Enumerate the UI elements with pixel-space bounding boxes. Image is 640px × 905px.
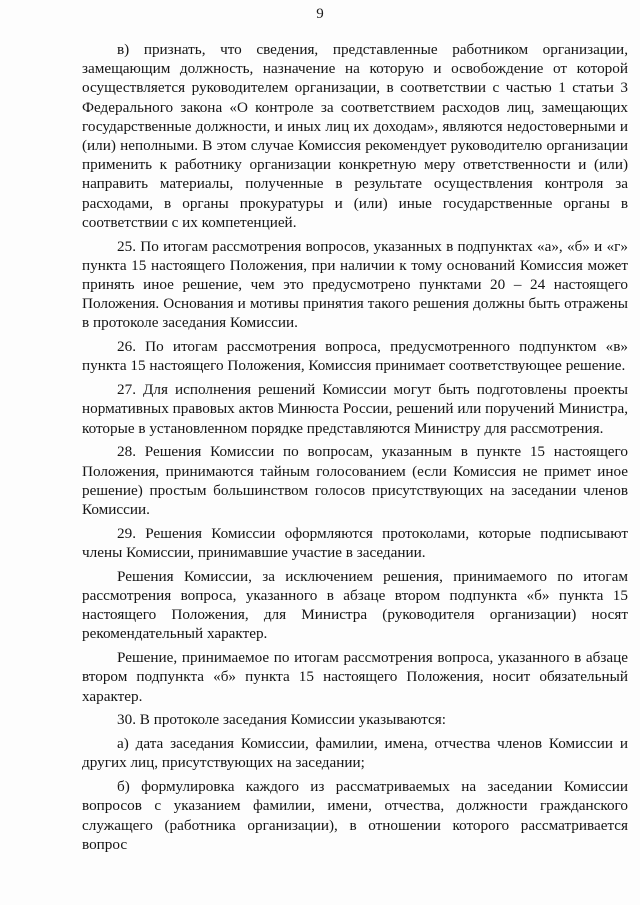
paragraph-24-v: в) признать, что сведения, представленные работником организации, замещающим должность, назначение на которую и освобождение от которой осуществляется руководителем организации, в соответствии с частью 1 статьи 3 Федерального закона «О контроле за соответствием расходов лиц, замещающих государственные должности, и иных лиц их доходам», являются недостоверными и (или) неполными. В этом случае Комиссия рекомендует руководителю организации применить к работнику организации конкретную меру ответственности и (или) направить материалы, полученные в результате осуществления контроля за расходами, в органы прокуратуры и (или) иные государственные органы в соответствии с их компетенцией. bbox=[82, 41, 628, 231]
paragraph-28: 28. Решения Комиссии по вопросам, указанным в пункте 15 настоящего Положения, принимаются тайным голосованием (если Комиссия не примет иное решение) простым большинством голосов присутствующих на заседании членов Комиссии. bbox=[82, 443, 628, 519]
paragraph-30-a: а) дата заседания Комиссии, фамилии, имена, отчества членов Комиссии и других лиц, присутствующих на заседании; bbox=[82, 735, 628, 772]
paragraph-30: 30. В протоколе заседания Комиссии указываются: bbox=[117, 711, 446, 729]
paragraph-30-b: б) формулировка каждого из рассматриваемых на заседании Комиссии вопросов с указанием фамилии, имени, отчества, должности гражданского служащего (работника организации), в отношении которого рассматривается вопрос bbox=[82, 778, 628, 853]
paragraph-26: 26. По итогам рассмотрения вопроса, предусмотренного подпунктом «в» пункта 15 настоящего Положения, Комиссия принимает соответствующее решение. bbox=[82, 338, 628, 375]
paragraph-29-mandatory: Решение, принимаемое по итогам рассмотрения вопроса, указанного в абзаце втором подпункта «б» пункта 15 настоящего Положения, носит обязательный характер. bbox=[82, 649, 628, 705]
paragraph-29-recommendation: Решения Комиссии, за исключением решения, принимаемого по итогам рассмотрения вопроса, указанного в абзаце втором подпункта «б» пункта 15 настоящего Положения, для Министра (руководителя организации) носят рекомендательный характер. bbox=[82, 567, 628, 643]
paragraph-27: 27. Для исполнения решений Комиссии могут быть подготовлены проекты нормативных правовых актов Минюста России, решений или поручений Министра, которые в установленном порядке представляются Министру для рассмотрения. bbox=[82, 381, 628, 437]
paragraph-25: 25. По итогам рассмотрения вопросов, указанных в подпунктах «а», «б» и «г» пункта 15 настоящего Положения, при наличии к тому оснований Комиссия может принять иное решение, чем это предусмотрено пунктами 20 – 24 настоящего Положения. Основания и мотивы принятия такого решения должны быть отражены в протоколе заседания Комиссии. bbox=[82, 237, 628, 332]
page-number: 9 bbox=[316, 6, 324, 22]
paragraph-29: 29. Решения Комиссии оформляются протоколами, которые подписывают члены Комиссии, принимавшие участие в заседании. bbox=[82, 524, 628, 562]
document-body bbox=[82, 40, 628, 859]
